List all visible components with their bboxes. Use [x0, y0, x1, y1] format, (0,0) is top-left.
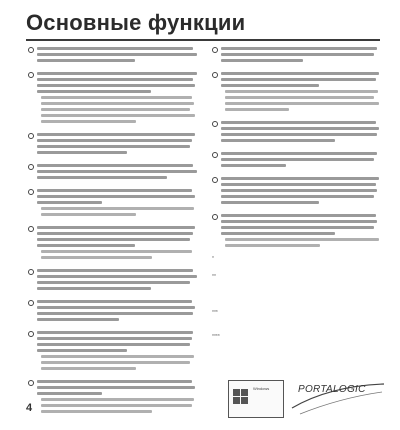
bullet-icon — [212, 177, 218, 183]
feature-subnote — [37, 95, 200, 125]
feature-item — [212, 176, 384, 206]
footnote — [212, 274, 384, 304]
feature-item — [28, 188, 200, 218]
feature-subnote — [221, 89, 384, 113]
feature-item — [28, 71, 200, 125]
features-column-left — [28, 46, 200, 422]
footnote-marker: *** — [212, 310, 218, 316]
footnote-marker: * — [212, 256, 214, 262]
text-line — [37, 175, 200, 181]
windows-compatible-badge — [228, 380, 284, 418]
bullet-icon — [212, 72, 218, 78]
text-line — [41, 255, 200, 261]
text-line — [41, 119, 200, 125]
feature-subnote — [37, 397, 200, 415]
bullet-icon — [28, 380, 34, 386]
text-line — [221, 58, 384, 64]
bullet-icon — [28, 300, 34, 306]
text-line — [225, 243, 384, 249]
text-line — [222, 262, 384, 268]
text-line — [37, 317, 200, 323]
feature-item — [212, 213, 384, 249]
windows-badge-text: Windows — [253, 386, 270, 391]
feature-item — [212, 120, 384, 144]
feature-item — [28, 299, 200, 323]
text-line — [225, 107, 384, 113]
text-line — [221, 138, 384, 144]
bullet-icon — [212, 121, 218, 127]
text-line — [41, 366, 200, 372]
text-line — [37, 150, 200, 156]
feature-item — [212, 71, 384, 113]
footnote — [212, 334, 384, 358]
feature-item — [28, 225, 200, 261]
feature-item — [28, 268, 200, 292]
bullet-icon — [212, 152, 218, 158]
text-line — [41, 409, 200, 415]
feature-item — [28, 132, 200, 156]
feature-item — [28, 163, 200, 181]
features-column-right — [212, 46, 384, 364]
bullet-icon — [28, 133, 34, 139]
title-divider — [26, 39, 380, 41]
feature-subnote — [37, 206, 200, 218]
bullet-icon — [28, 164, 34, 170]
feature-item — [212, 151, 384, 169]
page-number: 4 — [26, 402, 33, 414]
text-line — [222, 322, 384, 328]
feature-subnote — [37, 354, 200, 372]
brand-logo: PORTALOGIC — [298, 384, 366, 395]
feature-item — [28, 46, 200, 64]
bullet-icon — [28, 331, 34, 337]
feature-item — [28, 330, 200, 372]
text-line — [222, 298, 384, 304]
footnote-marker: **** — [212, 334, 220, 340]
bullet-icon — [28, 72, 34, 78]
text-line — [37, 58, 200, 64]
feature-subnote — [37, 249, 200, 261]
bullet-icon — [212, 214, 218, 220]
text-line — [221, 200, 384, 206]
footnote-marker: ** — [212, 274, 216, 280]
bullet-icon — [28, 269, 34, 275]
page-title: Основные функции — [26, 10, 246, 35]
footnote — [212, 310, 384, 328]
windows-flag-icon — [233, 389, 249, 405]
text-line — [37, 286, 200, 292]
text-line — [221, 163, 384, 169]
logo-area — [228, 376, 388, 420]
feature-subnote — [221, 237, 384, 249]
feature-item — [212, 46, 384, 64]
bullet-icon — [28, 189, 34, 195]
bullet-icon — [212, 47, 218, 53]
feature-item — [28, 379, 200, 415]
text-line — [41, 212, 200, 218]
footnote — [212, 256, 384, 268]
bullet-icon — [28, 226, 34, 232]
text-line — [222, 352, 384, 358]
bullet-icon — [28, 47, 34, 53]
